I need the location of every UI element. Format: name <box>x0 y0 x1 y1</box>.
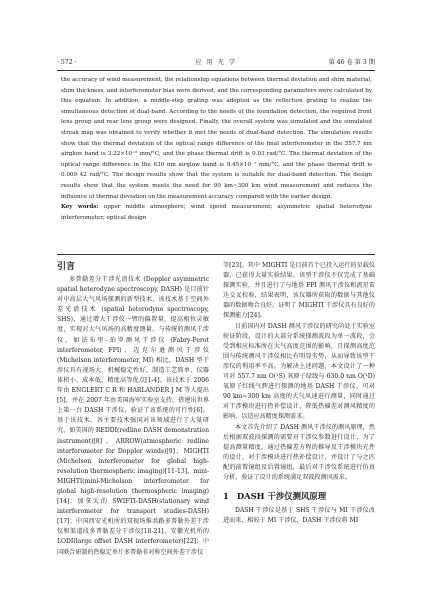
section-heading-introduction: 引言 <box>57 262 76 272</box>
volume-issue: 第 46 卷 第 3 期 <box>328 59 375 66</box>
journal-title: 应 用 光 学 <box>195 59 237 66</box>
keywords-label: Key words: <box>61 204 99 211</box>
body-paragraph: DASH 干涉仪是基于 SHS 干涉仪与 MI 干涉仪改进而来，相较于 MI 干涉仪，DASH 干涉仪将 MI <box>223 507 375 525</box>
left-column <box>57 261 209 558</box>
keywords-text: upper middle atmosphere; wind speed measurement; asymmetric spatial heterodyne interferometer; optical design <box>61 204 372 221</box>
english-abstract <box>61 75 372 223</box>
right-column <box>223 261 375 526</box>
keywords-line <box>61 202 372 223</box>
section-title: DASH 干涉仪测风原理 <box>236 491 327 502</box>
body-paragraph: 等[23]。其中 MIGHTI 是目前首个已投入运行的星载仪器，已获得大量实验结果。该型干涉仪不仅完成了基础探测实验，并且进行了与地基 FPI 测风干涉仪和流星雷达交叉校验，结果表明，该仪器所获取的数据与其他仪器的数据吻合良好，证明了 MIGHTI 干涉仪具有良好的探测能力[24]。 <box>223 262 375 320</box>
body-paragraph: 本文首先介绍了 DASH 测风干涉仪的测风原理，然后根据双波段探测的需要对干涉仪参数进行设计，为了提高测量精度，通过热偏差方程的推导及干涉模块光件的设计，对干涉模块进行热补偿设计，并设计了与之匹配的前置镜组及后置镜组，最后对干涉仪系统进行仿真分析，验证了设计的系统满足双波段测风需求。 <box>223 423 375 481</box>
running-header <box>57 58 375 68</box>
abstract-rule <box>57 254 375 255</box>
abstract-body: the accuracy of wind measurement, the relationship equations between thermal deviation and shim material, shim thickness, and interferometer bias were derived, and the corresponding parameters were calculated by this equation. In addition, a middle-step grating was adopted as the reflection grating to realize the simultaneous detection of dual-band. According to the needs of the foundation detection, the required front lens group and rear lens group were designed. Finally, the overall system was simulated and the simulated streak map was obtained to verify whether it met the needs of dual-band detection. The simulation results show that the thermal deviation of the optical range difference of the final interferometer in the 557.7 nm airglow band is 3.22×10⁻⁶ mm/°C, and the phase thermal drift is 0.03 rad/°C. The thermal deviation of the optical range difference in the 630 nm airglow band is 9.45×10⁻⁷ mm/°C, and the phase thermal drift is 0.009 42 rad/°C. The design results show that the system is suitable for dual-band detection. The design results show that the system meets the need for 90 km~300 km wind measurement and reduces the influence of thermal deviation on the measurement accuracy compared with the earlier design. <box>61 77 372 200</box>
body-paragraph: 多普勒差分干涉光谱技术 (Doppler asymmetric spatial heterodyne spectroscopy, DASH) 是目前针对中高层大气风场探测的新型技术，该技术基于空间外差光谱技术 (spatial heterodyne spectroscopy, SHS)，通过增大干涉仪一臂的偏置量，提高相位灵敏度，实现对大气风场的高精度测量。与传统的测风干涉仪，如法布里-珀罗测风干涉仪 (Fabry-Perot interferometer, FPI)、迈克尔逊测风干涉仪 (Michelson interferometer, MI) 相比，DASH 型干涉仪具有视场大、机械稳定性好、制造工艺简单、仪器体积小、成本低、精度高等优点[1-4]。该技术于 2006 年由 ENGLERT C R 和 HARLANDER J M 等人提出[5]。并在 2007 年由美国海军实验室支持，搭建出世界上第一台 DASH 干涉仪，验证了该系统的可行性[6]。基于该技术，各主要技术强国对该领域进行了大量研究，如美国的 REDDI(redline DASH demonstration instrument)[8]、ARROW(atmospheric redline interferometer for Doppler winds)[9]、MIGHTI (Michelson interferometer for global high-resolution thermospheric imaging)[11-13]、mini-MIGHTI(mini-Michelson interferometer for global high-resolution thermospheric imaging)[14]；加拿大的 SWIFTI-DASH(stationary wind interferometer for transport studies-DASH)[17]；中国西安光机所的双视场推共路多普勒外差干涉仪和渠道段多普勒差分干涉仪[18-21]、安徽光机所的 LODI(large offset DASH interferometer)[22]；中国联合研制的热稳定单片多普勒非对称空间外差干涉仪 <box>57 276 209 556</box>
page-number: · 572 · <box>57 59 77 66</box>
section-heading-1 <box>223 490 375 502</box>
body-paragraph: 目前国内对 DASH 测风干涉仪的研究尚处于实验室验证阶段，设计的大部分系统探测波段为单一波段，会受到相应标准所在大气高度范围的影响，且探测高度范围与传统测风干涉仪相比有明显劣势，从而导致该型干涉仪的利用率不高。为解决上述问题，本文设计了一种可对 557.7 nm O(¹S) 氧原子绿线与 630.0 nm O(¹D) 氧原子红线气辉进行探测的地基 DASH 干涉仪，可对 90 km~300 km 高度的大气风速进行测量，同时通过对干涉模块进行热补偿设计，降低热偏差对测风精度的影响，以适应高精度探测需求。 <box>223 322 375 421</box>
header-rule <box>57 70 375 71</box>
section-number: 1 <box>223 491 229 502</box>
